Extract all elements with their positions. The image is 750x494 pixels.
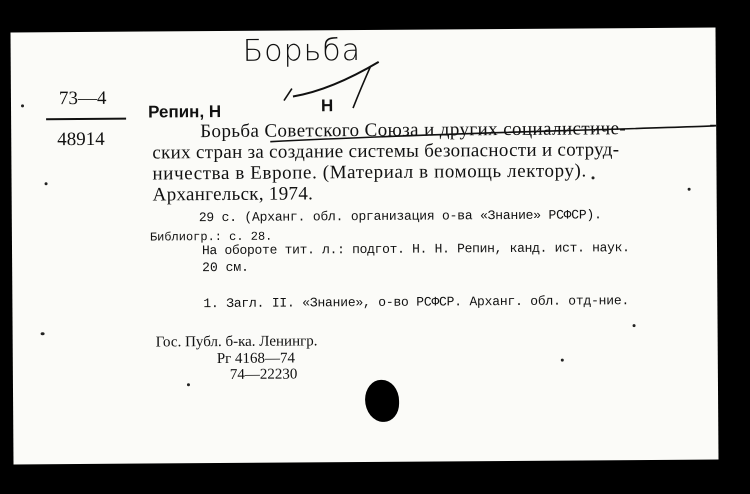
call-number-divider [46,118,126,121]
speck [41,332,45,335]
speck [688,188,691,191]
ink-blot [365,380,399,422]
pages-line: 29 с. (Арханг. обл. организация о-ва «Знание» РСФСР). [198,207,602,226]
tracing: 1. Загл. II. «Знание», о-во РСФСР. Арханг. обл. отд-ние. [203,293,630,312]
handwritten-underline [291,60,411,111]
title-line-2: ских стран за создание системы безопасности и сотруд- [152,139,620,164]
catalog-card [11,28,719,465]
author-heading: Репин, Н [147,101,222,122]
call-number-top: 73—4 [58,87,107,110]
speck [633,324,636,327]
call-number-bottom: 48914 [57,128,105,151]
speck [45,182,48,185]
speck [21,104,24,107]
size-note: 20 см. [202,259,250,276]
title-line-1: Борьба Советского Союза и других социалистиче- [200,118,627,143]
verso-note: На обороте тит. л.: подгот. Н. Н. Репин, канд. ист. наук. [201,240,630,259]
title-line-4: Архангельск, 1974. [152,183,314,206]
author-mark: Н [320,96,334,116]
library-number: 74—22230 [229,366,298,383]
library-order: Рг 4168—74 [216,350,296,368]
library-name: Гос. Публ. б-ка. Ленингр. [155,333,318,351]
title-line-3: ничества в Европе. (Материал в помощь лектору). [152,160,587,185]
bibliography-note: Библиогр.: с. 28. [149,229,273,245]
accent-mark [281,86,295,102]
speck [592,176,595,179]
speck [561,359,564,362]
speck [187,383,190,386]
handwritten-note: Борьба [242,33,362,69]
